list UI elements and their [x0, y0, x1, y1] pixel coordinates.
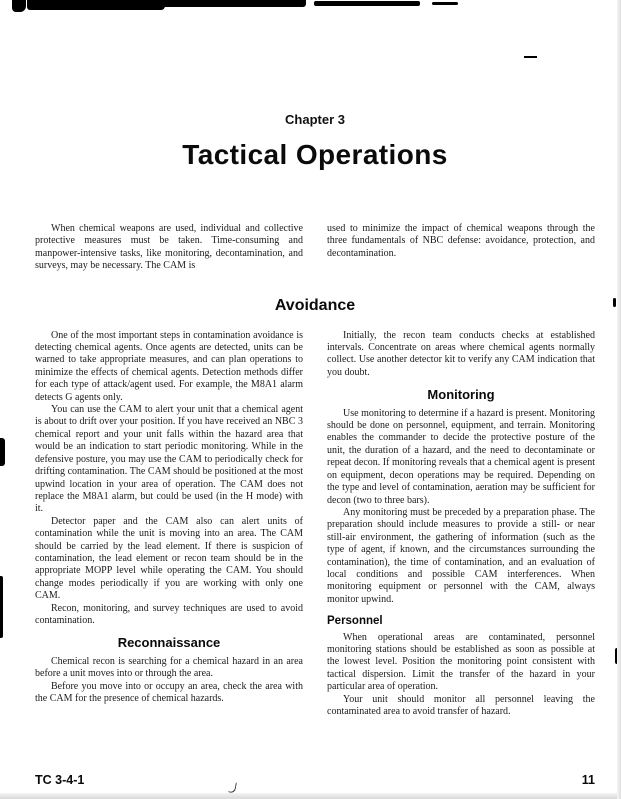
intro-column-left [35, 223, 303, 273]
paragraph: Detector paper and the CAM also can alert units of contamination while the unit is moving into an area. The CAM should be carried by the lead element. If there is suspicion of contamination, the lead element or recon team should be in the appropriate MOPP level while operating the CAM. You should change modes periodically if you are working with only one CAM. [35, 515, 303, 602]
page-content [35, 0, 595, 718]
paragraph: When chemical weapons are used, individual and collective protective measures must be taken. Time-consuming and manpower-intensive tasks, like monitoring, decontamination, and surveys, may be necessary. The CAM is [35, 223, 303, 272]
page-footer [35, 773, 595, 787]
scan-artifact-left-edge-2 [0, 576, 3, 638]
section-heading-avoidance: Avoidance [274, 296, 356, 314]
scan-artifact-right-edge-2 [613, 298, 616, 307]
subsection-heading-monitoring: Monitoring [427, 387, 495, 403]
paragraph: used to minimize the impact of chemical weapons through the three fundamentals of NBC defense: avoidance, protection, and decontamination. [327, 223, 595, 259]
paragraph: Before you move into or occupy an area, check the area with the CAM for the presence of chemical hazards. [35, 680, 303, 704]
scan-artifact-top-blob [12, 0, 26, 12]
paragraph: When operational areas are contaminated, personnel monitoring stations should be established as soon as possible at the lowest level. Position the monitoring point consistent with tactical dispersion. Limit the transfer of the hazard in your particular area of operation. [327, 631, 595, 693]
paragraph: Recon, monitoring, and survey techniques are used to avoid contamination. [35, 602, 303, 626]
paragraph: One of the most important steps in contamination avoidance is detecting chemical agents. Once agents are detected, units can be warned to take appropriate measures, and can plan operations to minimize the effects of chemical agents. Detection methods differ for each type of attack/agent used. For example, the M8A1 alarm detects G agents only. [35, 329, 303, 403]
paragraph: Chemical recon is searching for a chemical hazard in an area before a unit moves into or through the area. [35, 655, 303, 680]
body-column-left [35, 330, 303, 719]
paragraph: Any monitoring must be preceded by a preparation phase. The preparation should include measures to provide a still- or near still-air environment, the gathering of information (such as the type of agent, if known, and the circumstances surrounding the contamination), the time of contamination, and an evaluation of local conditions and possible CAM interferences. When monitoring equipment or personnel with the CAM, always monitor upwind. [327, 506, 595, 605]
footer-doc-number: TC 3-4-1 [35, 773, 85, 787]
scan-edge-shadow-right [617, 0, 621, 799]
page-title: Tactical Operations [182, 139, 448, 170]
intro-columns [35, 223, 595, 273]
scan-edge-shadow-bottom [0, 793, 621, 799]
paragraph: You can use the CAM to alert your unit that a chemical agent is about to drift over your position. If you have received an NBC 3 chemical report and your unit falls within the hazard area that would be an indication to start periodic monitoring. While in the defensive posture, you may use the CAM to periodically check for drifting contamination. The CAM should be positioned at the most upwind location in your area of operation. The CAM does not replace the M8A1 alarm, but could be used (in the H mode) with it. [35, 404, 303, 515]
subsection-heading-reconnaissance: Reconnaissance [117, 635, 221, 651]
body-columns [35, 330, 595, 719]
paragraph: Initially, the recon team conducts checks at established intervals. Concentrate on areas where chemical agents normally collect. Use another detector kit to verify any CAM indication that you doubt. [327, 329, 595, 378]
intro-column-right [327, 223, 595, 273]
subsection-heading-personnel: Personnel [327, 615, 383, 628]
paragraph: Use monitoring to determine if a hazard is present. Monitoring should be done on personnel, equipment, and terrain. Monitoring enables the commander to decide the protective posture of the unit, the duration of a hazard, and the need to decontaminate or repeat decon. If monitoring reveals that a chemical agent is present on equipment, decon operations may be required. Depending on the type and level of contamination, aeration may be sufficient for decon (two to three bars). [327, 407, 595, 506]
chapter-heading: Chapter 3 [285, 112, 345, 127]
scan-artifact-left-edge-1 [0, 438, 5, 466]
body-column-right [327, 330, 595, 719]
footer-page-number: 11 [581, 773, 595, 787]
paragraph: Your unit should monitor all personnel leaving the contaminated area to avoid transfer of hazard. [327, 693, 595, 717]
